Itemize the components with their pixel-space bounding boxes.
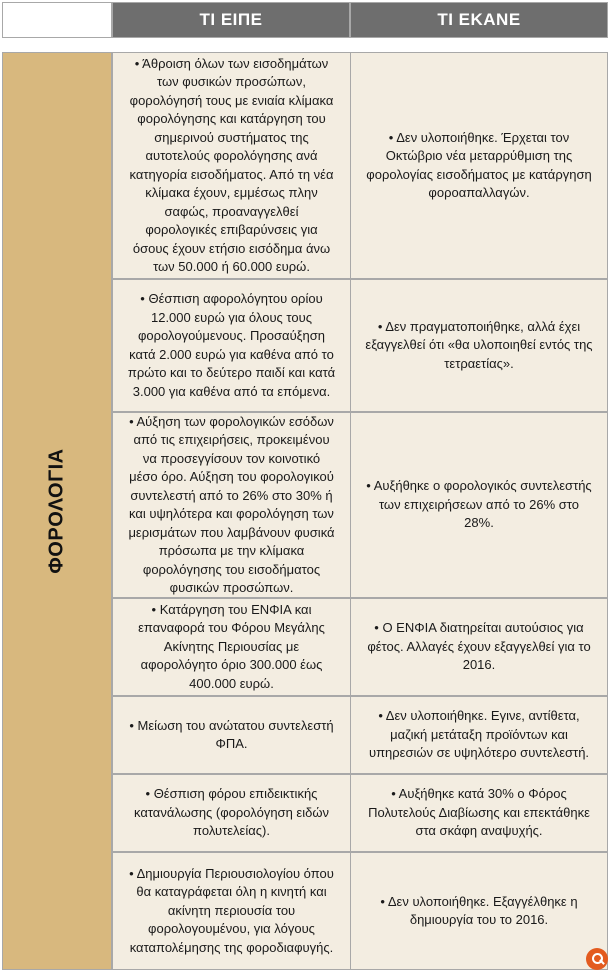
did-text: • Δεν υλοποιήθηκε. Έρχεται τον Οκτώβριο νέα μεταρρύθμιση της φορολογίας εισοδήματος με κατάργηση φοροαπαλλαγών. bbox=[366, 129, 592, 200]
said-cell bbox=[113, 280, 351, 411]
said-cell bbox=[113, 775, 351, 851]
said-cell bbox=[113, 853, 351, 969]
category-column bbox=[2, 52, 112, 970]
table-row bbox=[112, 696, 608, 774]
zoom-magnifier-icon[interactable] bbox=[586, 948, 608, 970]
category-label: ΦΟΡΟΛΟΓΙΑ bbox=[45, 448, 68, 574]
did-text: • Ο ΕΝΦΙΑ διατηρείται αυτούσιος για φέτος. Αλλαγές έχουν εξαγγελθεί για το 2016. bbox=[367, 620, 591, 673]
said-text: • Μείωση του ανώτατου συντελεστή ΦΠΑ. bbox=[129, 717, 334, 751]
did-text: • Αυξήθηκε ο φορολογικός συντελεστής των επιχειρήσεων από το 26% στο 28%. bbox=[366, 478, 592, 531]
table-row bbox=[112, 279, 608, 412]
table-row bbox=[112, 412, 608, 598]
said-text: • Κατάργηση του ΕΝΦΙΑ και επαναφορά του Φόρου Μεγάλης Ακίνητης Περιουσίας με αφορολόγητο όριο 300.000 έως 400.000 ευρώ. bbox=[138, 601, 325, 691]
said-text: • Αύξηση των φορολογικών εσόδων από τις επιχειρήσεις, προκειμένου να προσεγγίσουν τον κοινοτικό μέσο όρο. Αύξηση του φορολογικού συντελεστή από το 26% στο 30% ή και υψηλότερα και φορολόγηση των μερισμάτων που λαμβάνουν φυσικά πρόσωπα με την κλίμακα φορολόγησης του εισοδήματος φυσικών προσώπων. bbox=[128, 413, 335, 595]
did-cell bbox=[351, 697, 607, 773]
did-text: • Δεν υλοποιήθηκε. Εξαγγέλθηκε η δημιουργία του το 2016. bbox=[380, 893, 578, 927]
did-cell bbox=[351, 599, 607, 695]
said-cell bbox=[113, 599, 351, 695]
did-cell bbox=[351, 775, 607, 851]
said-text: • Άθροιση όλων των εισοδημάτων των φυσικών προσώπων, φορολόγησή τους με ενιαία κλίμακα φορολόγησης και κατάργηση του σημερινού συστήματος της αυτοτελούς φορολόγησης ανά κατηγορία εισοδήματος. Από τη νέα κλίμακα έχουν, εμμέσως πλην σαφώς, προαναγγελθεί φορολογικές επιβαρύνσεις για όσους έχουν ετήσιο εισόδημα άνω των 50.000 ή 60.000 ευρώ. bbox=[129, 55, 334, 274]
table-row bbox=[112, 852, 608, 970]
said-cell bbox=[113, 697, 351, 773]
header-corner-cell bbox=[2, 2, 112, 38]
said-text: • Δημιουργία Περιουσιολογίου όπου θα καταγράφεται όλη η κινητή και ακίνητη περιουσία του φορολογουμένου, για λόγους καταπολέμησης της φοροδιαφυγής. bbox=[129, 865, 334, 955]
did-cell bbox=[351, 280, 607, 411]
table-row bbox=[112, 52, 608, 279]
did-text: • Δεν πραγματοποιήθηκε, αλλά έχει εξαγγελθεί ότι «θα υλοποιηθεί εντός της τετραετίας». bbox=[365, 318, 593, 371]
said-text: • Θέσπιση αφορολόγητου ορίου 12.000 ευρώ για όλους τους φορολογούμενους. Προσαύξηση κατά 2.000 ευρώ για καθένα από το πρώτο και το δεύτερο παιδί και κατά 3.000 για καθένα από τα επόμενα. bbox=[127, 291, 336, 399]
said-text: • Θέσπιση φόρου επιδεικτικής κατανάλωσης (φορολόγηση ειδών πολυτελείας). bbox=[134, 786, 329, 839]
table-row bbox=[112, 774, 608, 852]
header-said: ΤΙ ΕΙΠΕ bbox=[112, 2, 350, 38]
did-cell bbox=[351, 853, 607, 969]
header-did: ΤΙ ΕΚΑΝΕ bbox=[350, 2, 608, 38]
did-text: • Δεν υλοποιήθηκε. Εγινε, αντίθετα, μαζική μετάταξη προϊόντων και υπηρεσιών σε υψηλότερο συντελεστή. bbox=[368, 708, 590, 761]
said-cell bbox=[113, 53, 351, 278]
said-cell bbox=[113, 413, 351, 597]
did-cell bbox=[351, 53, 607, 278]
did-text: • Αυξήθηκε κατά 30% ο Φόρος Πολυτελούς Διαβίωσης και επεκτάθηκε στα σκάφη αναψυχής. bbox=[368, 786, 590, 839]
table-row bbox=[112, 598, 608, 696]
document-page bbox=[2, 2, 608, 970]
did-cell bbox=[351, 413, 607, 597]
